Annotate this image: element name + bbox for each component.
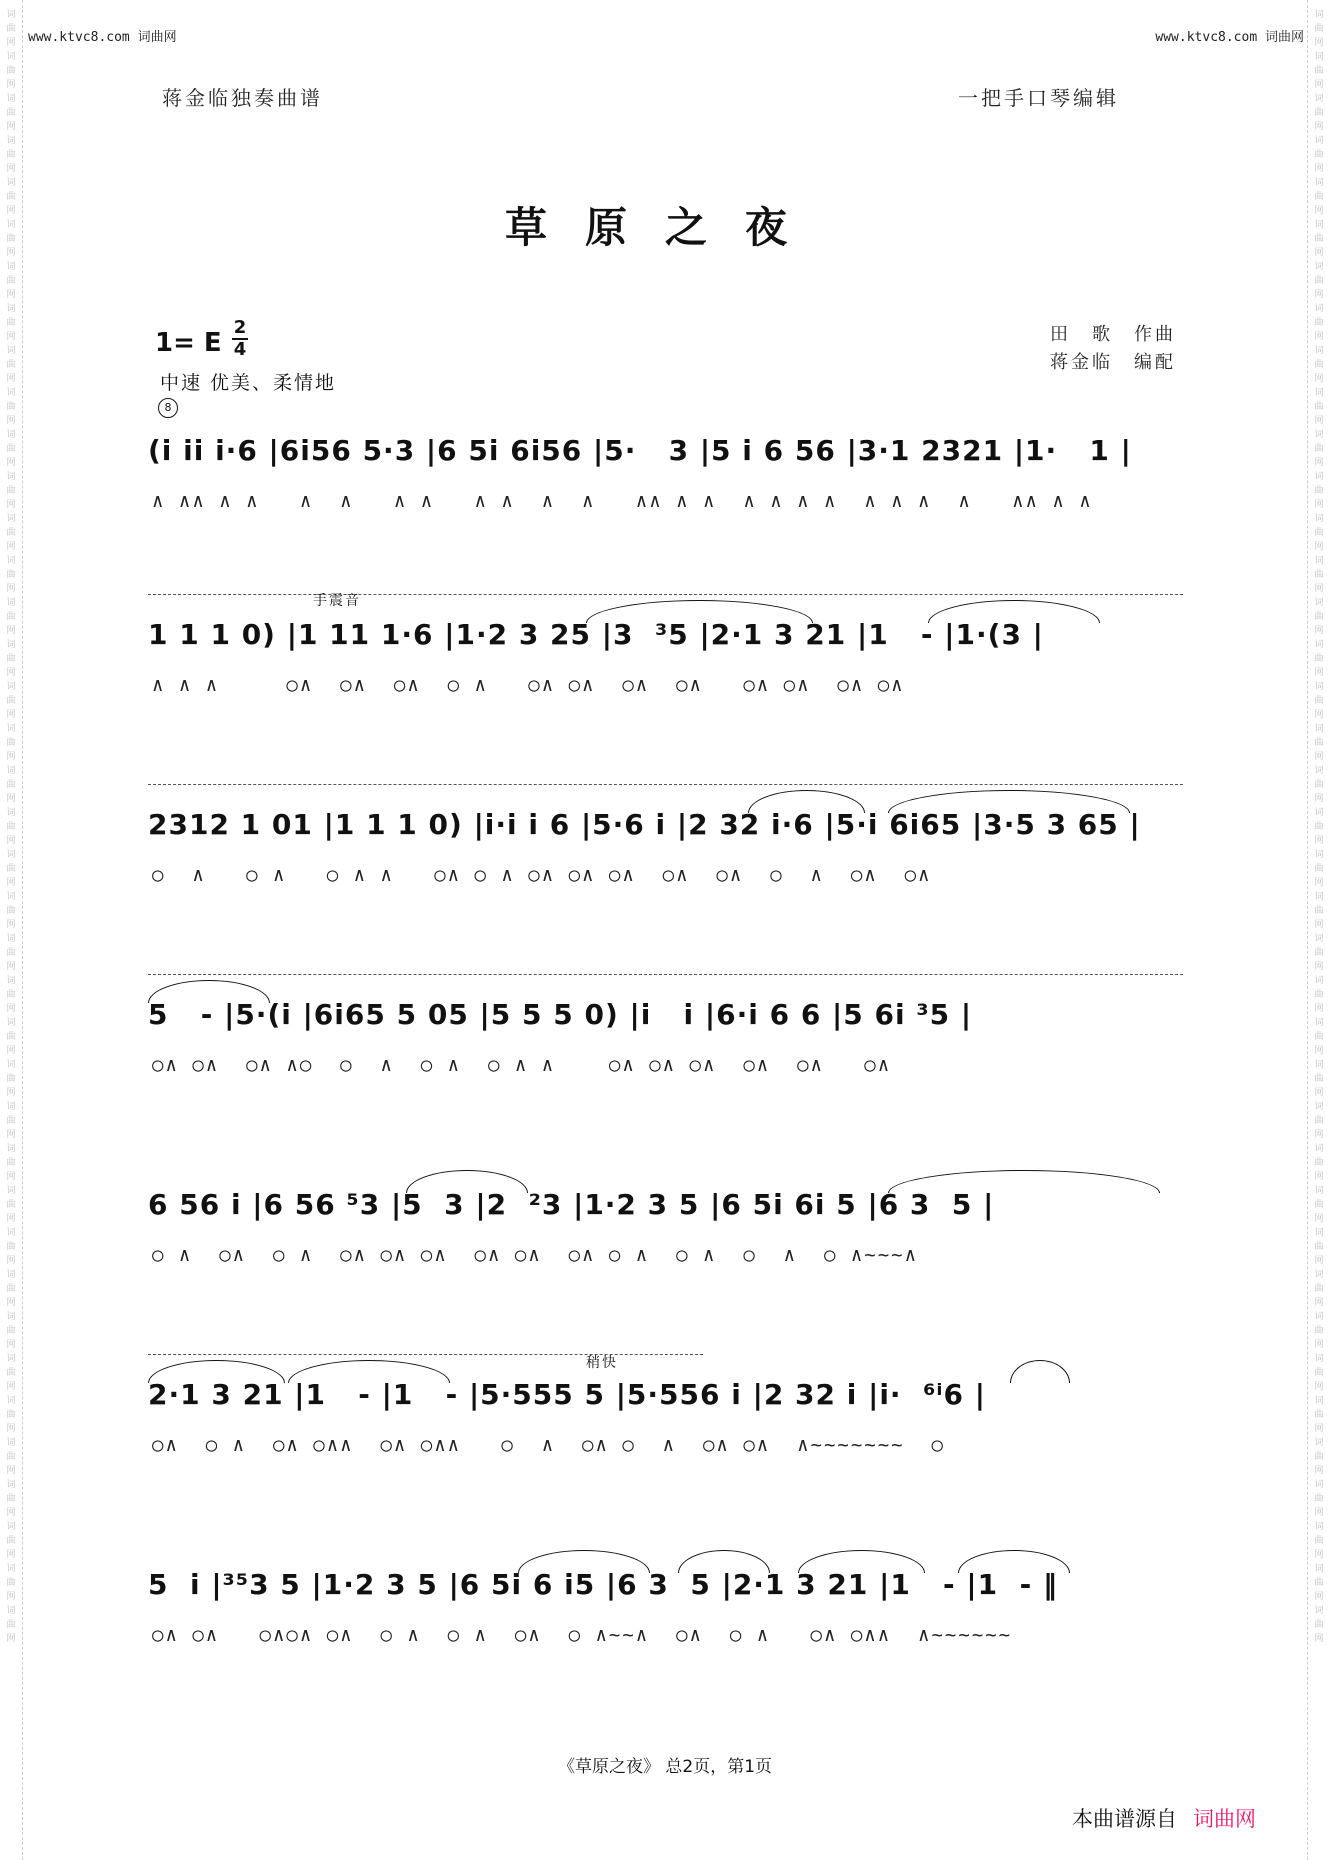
- breath-marks: ∧ ∧∧ ∧ ∧ ∧ ∧ ∧ ∧ ∧ ∧ ∧ ∧ ∧∧ ∧ ∧ ∧ ∧ ∧ ∧ ∧ ∧ ∧ ∧ ∧∧ ∧ ∧: [152, 490, 1093, 512]
- score-row-3: [148, 784, 1183, 904]
- score-row-4: [148, 974, 1183, 1094]
- breath-marks: ○ ∧ ○ ∧ ○ ∧ ∧ ○∧ ○ ∧ ○∧ ○∧ ○∧ ○∧ ○∧ ○ ∧ ○∧ ○∧: [152, 864, 932, 886]
- score-row-7: [148, 1544, 1183, 1664]
- score-row-5: [148, 1164, 1183, 1284]
- row-guide-line: [148, 974, 1183, 975]
- notation-line: 5 - |5·(i |6i65 5 05 |5 5 5 0) |i i |6·i 6 6 |5 6i ³5 |: [148, 998, 973, 1031]
- page-info: 《草原之夜》 总2页，第1页: [557, 1757, 773, 1777]
- row-guide-line: [148, 594, 1183, 595]
- key-signature: 1= E: [155, 328, 222, 358]
- source-brand-link[interactable]: 词曲网: [1193, 1807, 1256, 1831]
- breath-marks: ○∧ ○∧ ○∧○∧ ○∧ ○ ∧ ○ ∧ ○∧ ○ ∧~~∧ ○∧ ○ ∧ ○∧ ○∧∧ ∧~~~~~~: [152, 1624, 1013, 1646]
- breath-marks: ○ ∧ ○∧ ○ ∧ ○∧ ○∧ ○∧ ○∧ ○∧ ○∧ ○ ∧ ○ ∧ ○ ∧ ○ ∧~~~∧: [152, 1244, 919, 1266]
- slur: [1010, 1360, 1070, 1383]
- meter-bottom: 4: [233, 339, 247, 360]
- left-watermark-text: 词曲网词曲网词曲网词曲网词曲网词曲网词曲网词曲网词曲网词曲网词曲网词曲网词曲网词曲网词曲网词曲网词曲网词曲网词曲网词曲网词曲网词曲网词曲网词曲网词曲网词曲网词曲网词曲网词曲网词曲网词曲网词曲网词曲网词曲网词曲网词曲网词曲网词曲网词曲网: [6, 10, 16, 1644]
- breath-marks: ○∧ ○∧ ○∧ ∧○ ○ ∧ ○ ∧ ○ ∧ ∧ ○∧ ○∧ ○∧ ○∧ ○∧ ○∧: [152, 1054, 892, 1076]
- arranger-credit: 蒋金临 编配: [1050, 352, 1176, 373]
- notation-line: 5 i |³⁵3 5 |1·2 3 5 |6 5i 6 i5 |6 3 5 |2·1 3 21 |1 - |1 - ‖: [148, 1568, 1059, 1601]
- tempo-marking: 中速 优美、柔情地: [160, 372, 337, 394]
- source-credit[interactable]: [1072, 1803, 1256, 1833]
- row-guide-line: [148, 784, 1183, 785]
- composer-credit: 田 歌 作曲: [1050, 324, 1176, 345]
- notation-line: 2·1 3 21 |1 - |1 - |5·555 5 |5·556 i |2 32 i |i· ⁶ⁱ6 |: [148, 1378, 986, 1411]
- row-guide-line: [148, 1354, 703, 1355]
- performer-label: 蒋金临独奏曲谱: [162, 86, 323, 110]
- site-name-left[interactable]: 词曲网: [137, 30, 177, 45]
- editor-label: 一把手口琴编辑: [958, 86, 1119, 110]
- meter-top: 2: [233, 317, 247, 338]
- site-url-right[interactable]: [1155, 26, 1304, 45]
- notation-line: 1 1 1 0) |1 11 1·6 |1·2 3 25 |3 ³5 |2·1 3 21 |1 - |1·(3 |: [148, 618, 1044, 651]
- site-url-right-address[interactable]: www.ktvc8.com: [1155, 30, 1258, 45]
- notation-line: 6 56 i |6 56 ⁵3 |5 3 |2 ²3 |1·2 3 5 |6 5i 6i 5 |6 3 5 |: [148, 1188, 995, 1221]
- site-url-left[interactable]: [28, 26, 177, 45]
- score-row-2: [148, 594, 1183, 714]
- score-row-6: [148, 1354, 1183, 1474]
- right-watermark-strip: [1307, 0, 1330, 1860]
- vibrato-marking: 手震音: [313, 593, 361, 609]
- right-watermark-text: 词曲网词曲网词曲网词曲网词曲网词曲网词曲网词曲网词曲网词曲网词曲网词曲网词曲网词曲网词曲网词曲网词曲网词曲网词曲网词曲网词曲网词曲网词曲网词曲网词曲网词曲网词曲网词曲网词曲网词曲网词曲网词曲网词曲网词曲网词曲网词曲网词曲网词曲网词曲网: [1314, 10, 1324, 1644]
- time-signature: [232, 318, 248, 360]
- tempo-change-marking: 稍快: [586, 1355, 618, 1371]
- source-label: 本曲谱源自: [1072, 1807, 1177, 1831]
- breath-marks: ○∧ ○ ∧ ○∧ ○∧∧ ○∧ ○∧∧ ○ ∧ ○∧ ○ ∧ ○∧ ○∧ ∧~~~~~~~ ○: [152, 1434, 945, 1456]
- breath-marks: ∧ ∧ ∧ ○∧ ○∧ ○∧ ○ ∧ ○∧ ○∧ ○∧ ○∧ ○∧ ○∧ ○∧ ○∧: [152, 674, 905, 696]
- site-name-right[interactable]: 词曲网: [1264, 30, 1304, 45]
- notation-line: (i ii i·6 |6i56 5·3 |6 5i 6i56 |5· 3 |5 i 6 56 |3·1 2321 |1· 1 |: [148, 434, 1132, 467]
- left-watermark-strip: [0, 0, 23, 1860]
- site-url-left-address[interactable]: www.ktvc8.com: [28, 30, 130, 45]
- notation-line: 2312 1 01 |1 1 1 0) |i·i i 6 |5·6 i |2 32 i·6 |5·i 6i65 |3·5 3 65 |: [148, 808, 1141, 841]
- score-row-1: [148, 410, 1183, 530]
- song-title: 草原之夜: [504, 203, 825, 252]
- rehearsal-mark: 8: [158, 398, 178, 418]
